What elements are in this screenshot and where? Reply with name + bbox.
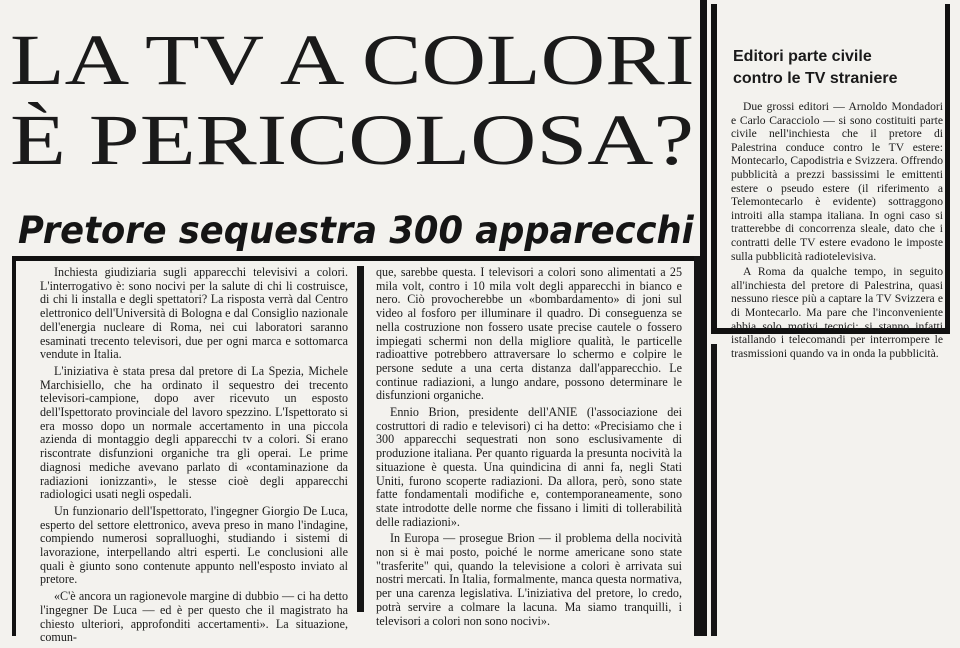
article-top-rule	[12, 256, 702, 261]
sidebar-paragraph: A Roma da qualche tempo, in seguito all'inchiesta del pretore di Palestrina, quasi nessuno riesce più a captare la TV Svizzera e di Montecarlo. Ma pare che l'inconveniente abbia solo motivi tecnici: si stanno infatti istallando i telecomandi per interrompere le trasmissioni quando va in onda la pubblicità.	[731, 265, 943, 360]
lower-right-rule	[711, 344, 717, 636]
sidebar-title-line-2: contro le TV straniere	[733, 70, 898, 87]
article-paragraph: In Europa — prosegue Brion — il problema della nocività non si è mai posto, poiché le norme americane sono state "trasferite" qui, quando la televisione a colori è arrivata sui nostri mercati. In Italia, formalmente, manca questa normativa, per una carenza legislativa. L'iniziativa del pretore, lo credo, potrà servire a colmare la lacuna. Ma siamo tranquilli, i televisori a colori non sono nocivi».	[376, 531, 682, 628]
article-column-2	[376, 266, 682, 631]
sidebar-body	[731, 100, 943, 362]
subheadline: Pretore sequestra 300 apparecchi	[18, 209, 694, 252]
article-paragraph: Un funzionario dell'Ispettorato, l'ingegner Giorgio De Luca, esperto del settore elettronico, aveva preso in mano l'indagine, compiendo numerosi sopralluoghi, studiando i sistemi di lavorazione, interpellando altri esperti. Le conclusioni alle quali è giunto sono contenute appunto nell'esposto inviato al pretore.	[40, 503, 348, 587]
article-paragraph: «C'è ancora un ragionevole margine di dubbio — ci ha detto l'ingegner De Luca — ed è per questo che il magistrato ha chiesto ulteriori, approfonditi accertamenti». La situazione, comun-	[40, 589, 348, 645]
article-paragraph: L'iniziativa è stata presa dal pretore di La Spezia, Michele Marchisiello, che ha ordinato il sequestro dei trecento televisori-campione, dopo aver ricevuto un esposto dell'Ispettorato provinciale del lavoro spezzino. L'Ispettorato si era mosso dopo un normale accertamento in una piccola azienda di montaggio degli apparecchi tv a colori. Si erano riscontrate disfunzioni organiche tra gli operai. Le prime diagnosi mediche avevano parlato di «contaminazione da radiazioni ionizzanti», le stesse cioè degli apparecchi radiologici usati negli ospedali.	[40, 363, 348, 502]
headline-line-2: È PERICOLOSA?	[10, 100, 694, 180]
column-divider	[357, 266, 364, 612]
sidebar-title	[733, 46, 943, 90]
article-column-1	[40, 266, 348, 648]
headline-line-1: LA TV A COLORI	[10, 20, 695, 100]
article-paragraph: que, sarebbe questa. I televisori a colori sono alimentati a 25 mila volt, contro i 10 mila volt degli apparecchi in bianco e nero. Ciò provocherebbe un «bombardamento» di joni sul video al fosforo per illuminare il quadro. Di conseguenza se nella costruzione non fossero usate precise cautele o fossero impiegati schermi non della migliore qualità, le particelle radioattive potrebbero attraversare lo schermo e colpire le persone sedute a una certa distanza dall'apparecchio. Le continue radiazioni, a lungo andare, possono determinare le disfunzioni organiche.	[376, 265, 682, 403]
sidebar-box	[711, 4, 950, 360]
article-paragraph: Ennio Brion, presidente dell'ANIE (l'associazione dei costruttori di radio e televisori) ci ha detto: «Precisiamo che i 300 apparecchi sequestrati non sono esclusivamente di produzione italiana. Per quanto riguarda la presunta nocività la situazione è questa. Una quindicina di anni fa, negli Stati Uniti, furono scoperte radiazioni. Da allora, però, sono state fatte fondamentali modifiche e, contemporaneamente, sono state introdotte delle norme che fissano i limiti di tollerabilità delle radiazioni».	[376, 405, 682, 529]
article-paragraph: Inchiesta giudiziaria sugli apparecchi televisivi a colori. L'interrogativo è: sono nocivi per la salute di chi li costruisce, di chi li installa e degli spettatori? La risposta verrà dal Centro elettronico dell'Università di Bologna e dal Consiglio nazionale dell'energia nucleare di Roma, nei cui laboratori saranno esaminati trecento televisori, due per ogni marca e sottomarca vendute in Italia.	[40, 265, 348, 362]
article-right-rule	[694, 256, 700, 636]
article-left-rule	[12, 256, 16, 636]
sidebar-title-line-1: Editori parte civile	[733, 48, 872, 65]
sidebar-paragraph: Due grossi editori — Arnoldo Mondadori e Carlo Caracciolo — si sono costituiti parte civile nell'inchiesta che il pretore di Palestrina conduce contro le TV estere: Montecarlo, Capodistria e Svizzera. Offrendo pubblicità a prezzi bassissimi le emittenti estere o pseudo estere (il riferimento a Telemontecarlo è evidente) sottraggono introiti alla stampa italiana. In ogni caso si tratterebbe di concorrenza sleale, dato che i contratti delle TV estere evadono le imposte sulla pubblicità radiotelevisiva.	[731, 100, 943, 263]
main-article	[6, 0, 707, 645]
